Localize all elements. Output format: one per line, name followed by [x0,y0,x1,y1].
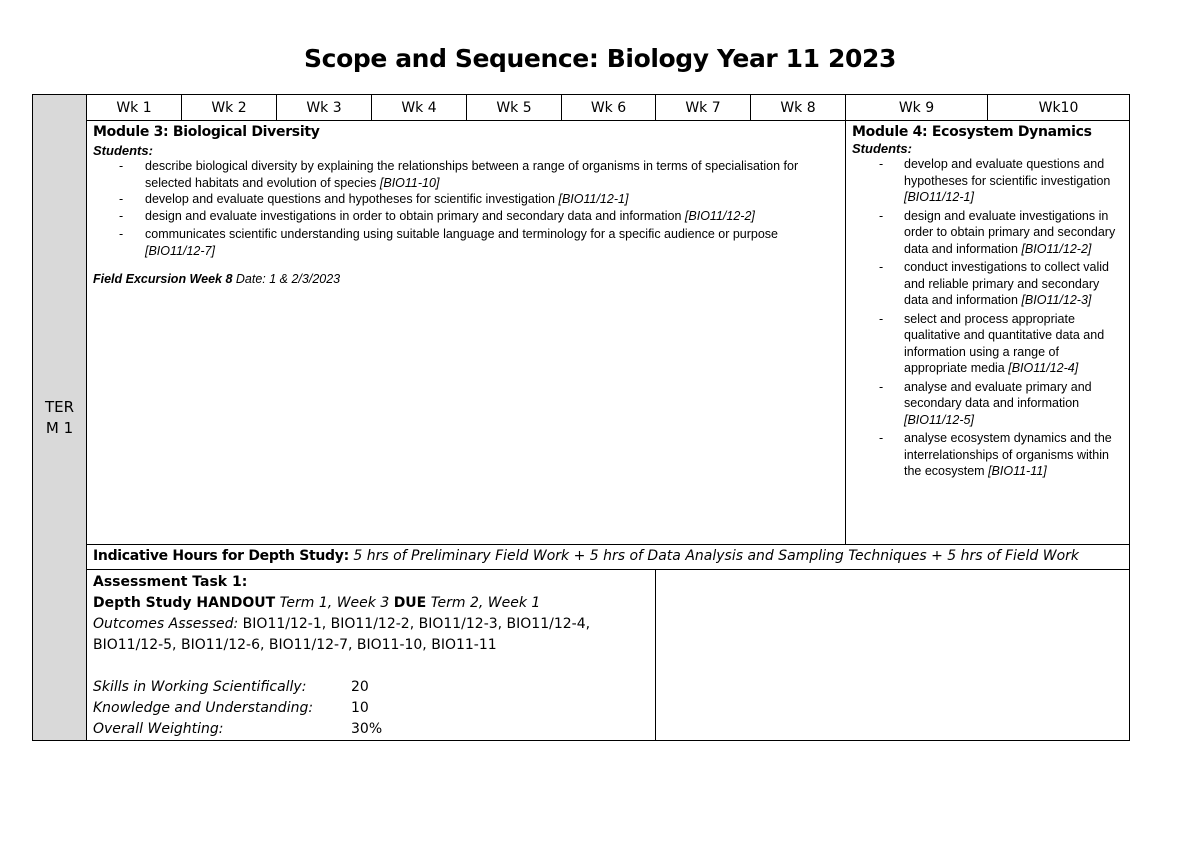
assessment-title: Assessment Task 1: [93,574,248,590]
term-cell [33,95,87,741]
knowledge-row: Knowledge and Understanding: 10 [93,700,369,716]
term-label: TER M 1 [44,397,75,437]
page-title: Scope and Sequence: Biology Year 11 2023 [304,44,896,73]
week-header: Wk 2 [182,95,277,121]
field-excursion [93,272,839,286]
week-header: Wk 4 [372,95,467,121]
students-label: Students: [93,143,153,158]
outcome-item: - develop and evaluate questions and hypotheses for scientific investigation [BIO11/12-1] [852,156,1125,206]
outcome-item: - develop and evaluate questions and hypotheses for scientific investigation [BIO11/12-1] [93,191,839,208]
module-4-outcomes [852,156,1125,480]
excursion-label: Field Excursion Week 8 [93,272,233,286]
module-3-cell [87,121,846,545]
outcome-item: - describe biological diversity by explaining the relationships between a range of organisms in terms of specialisation for selected habitats and evolution of species [BIO11-10] [93,158,839,191]
week-header: Wk 9 [846,95,988,121]
module-3-title: Module 3: Biological Diversity [93,124,320,140]
depth-study-line: Depth Study HANDOUT Term 1, Week 3 DUE Term 2, Week 1 [93,595,541,611]
outcome-item: - design and evaluate investigations in order to obtain primary and secondary data and information [BIO11/12-2] [852,208,1125,258]
week-header: Wk 5 [467,95,562,121]
modules-row [33,121,1130,545]
module-3-outcomes [93,158,839,259]
outcome-item: - conduct investigations to collect valid and reliable primary and secondary data and information [BIO11/12-3] [852,259,1125,309]
hours-value: 5 hrs of Preliminary Field Work + 5 hrs of Data Analysis and Sampling Techniques + 5 hrs of Field Work [348,548,1080,564]
outcomes-assessed-line-2: BIO11/12-5, BIO11/12-6, BIO11/12-7, BIO11-10, BIO11-11 [93,637,497,653]
week-header: Wk 6 [562,95,656,121]
hours-row [33,545,1130,570]
week-header: Wk 7 [656,95,751,121]
hours-label: Indicative Hours for Depth Study: [93,548,349,564]
students-label: Students: [852,141,912,156]
week-header: Wk10 [988,95,1130,121]
assessment-empty-cell [656,570,1130,741]
assessment-row [33,570,1130,741]
week-header: Wk 1 [87,95,182,121]
outcome-item: - analyse and evaluate primary and secondary data and information [BIO11/12-5] [852,379,1125,429]
indicative-hours-cell [87,545,1130,570]
scope-sequence-table [32,94,1130,741]
outcomes-assessed-line: Outcomes Assessed: BIO11/12-1, BIO11/12-2, BIO11/12-3, BIO11/12-4, [93,616,591,632]
week-header: Wk 8 [751,95,846,121]
weighting-row: Overall Weighting: 30% [93,721,383,737]
outcome-item: - select and process appropriate qualitative and quantitative data and information using a range of appropriate media [BIO11/12-4] [852,311,1125,377]
module-4-title: Module 4: Ecosystem Dynamics [852,124,1092,140]
excursion-date: Date: 1 & 2/3/2023 [232,272,341,286]
module-4-cell [846,121,1130,545]
weeks-row [33,95,1130,121]
assessment-cell [87,570,656,741]
skills-row: Skills in Working Scientifically: 20 [93,679,369,695]
outcome-item: - communicates scientific understanding using suitable language and terminology for a specific audience or purpose [BIO11/12-7] [93,226,839,259]
week-header: Wk 3 [277,95,372,121]
outcome-item: - design and evaluate investigations in order to obtain primary and secondary data and information [BIO11/12-2] [93,208,839,225]
outcome-item: - analyse ecosystem dynamics and the interrelationships of organisms within the ecosystem [BIO11-11] [852,430,1125,480]
